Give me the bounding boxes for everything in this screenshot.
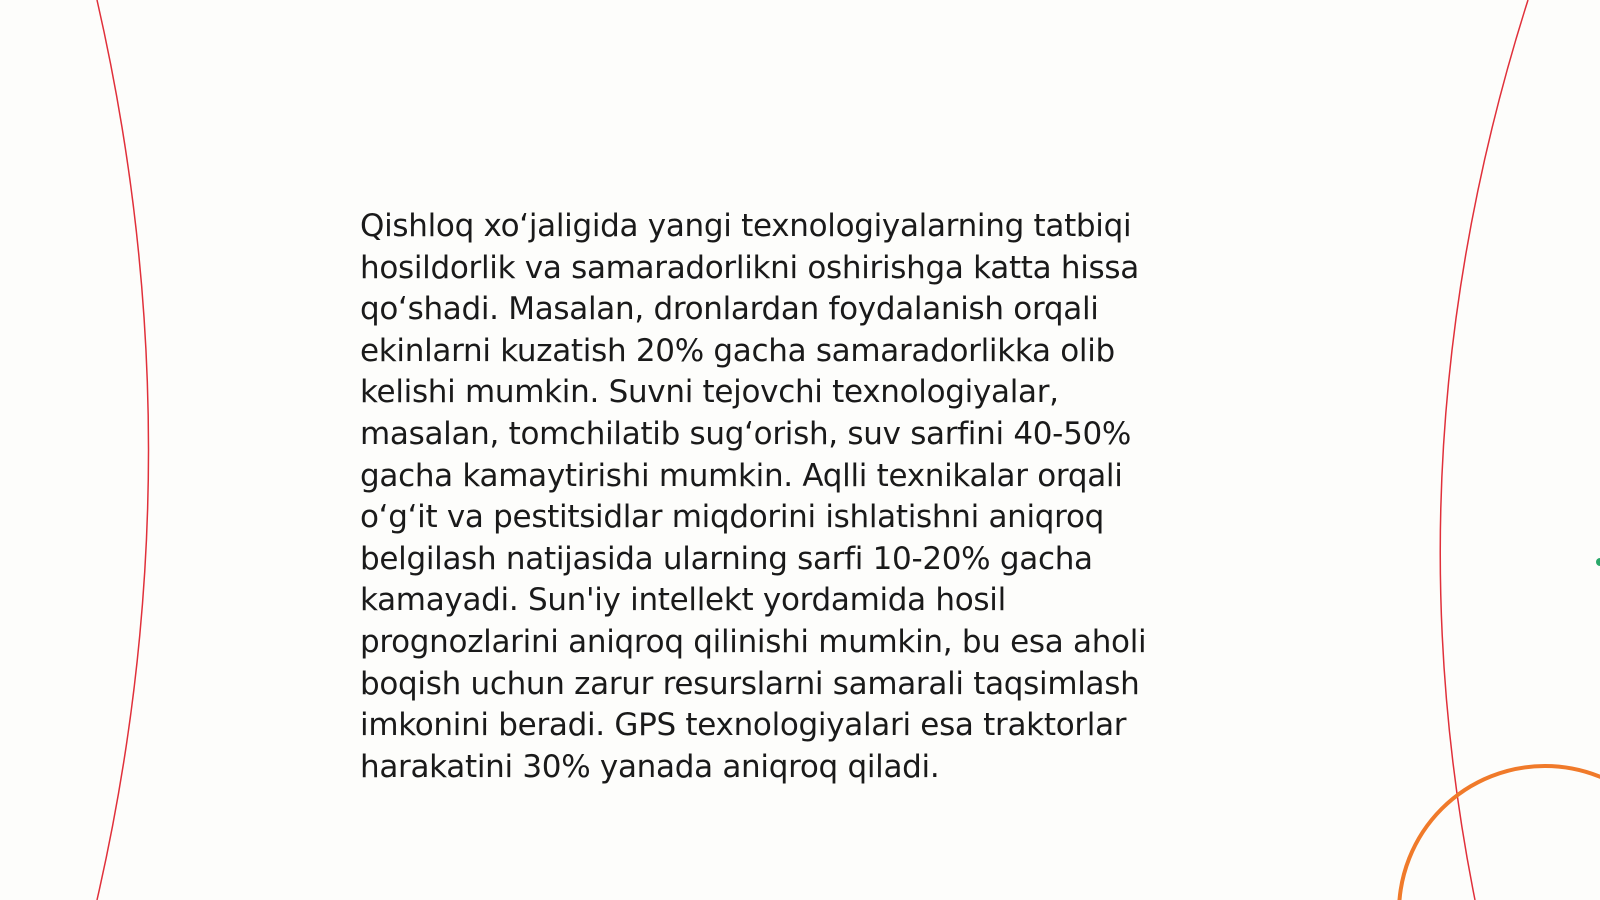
paragraph-line: hosildorlik va samaradorlikni oshirishga katta hissa [360,249,1139,286]
left-frame-arc [97,0,149,900]
paragraph-line: prognozlarini aniqroq qilinishi mumkin, bu esa aholi [360,623,1147,660]
accent-dot [1596,558,1600,566]
paragraph-line: kamayadi. Sun'iy intellekt yordamida hosil [360,582,1006,619]
paragraph-line: Qishloq xo‘jaligida yangi texnologiyalarning tatbiqi [360,208,1132,244]
paragraph-line: kelishi mumkin. Suvni tejovchi texnologiyalar, [360,374,1059,411]
body-paragraph [360,206,1220,788]
paragraph-line: ekinlarni kuzatish 20% gacha samaradorlikka olib [360,332,1115,369]
paragraph-line: harakatini 30% yanada aniqroq qiladi. [360,748,940,785]
paragraph-line: masalan, tomchilatib sug‘orish, suv sarfini 40-50% [360,415,1132,452]
paragraph-line: boqish uchun zarur resurslarni samarali taqsimlash [360,665,1140,702]
paragraph-line: imkonini beradi. GPS texnologiyalari esa traktorlar [360,707,1127,744]
right-frame-arc [1440,0,1528,900]
corner-accent-arc [1399,766,1600,900]
paragraph-line: belgilash natijasida ularning sarfi 10-20% gacha [360,540,1093,577]
paragraph-line: o‘g‘it va pestitsidlar miqdorini ishlatishni aniqroq [360,499,1104,536]
paragraph-line: gacha kamaytirishi mumkin. Aqlli texnikalar orqali [360,457,1123,494]
paragraph-line: qo‘shadi. Masalan, dronlardan foydalanish orqali [360,291,1099,328]
